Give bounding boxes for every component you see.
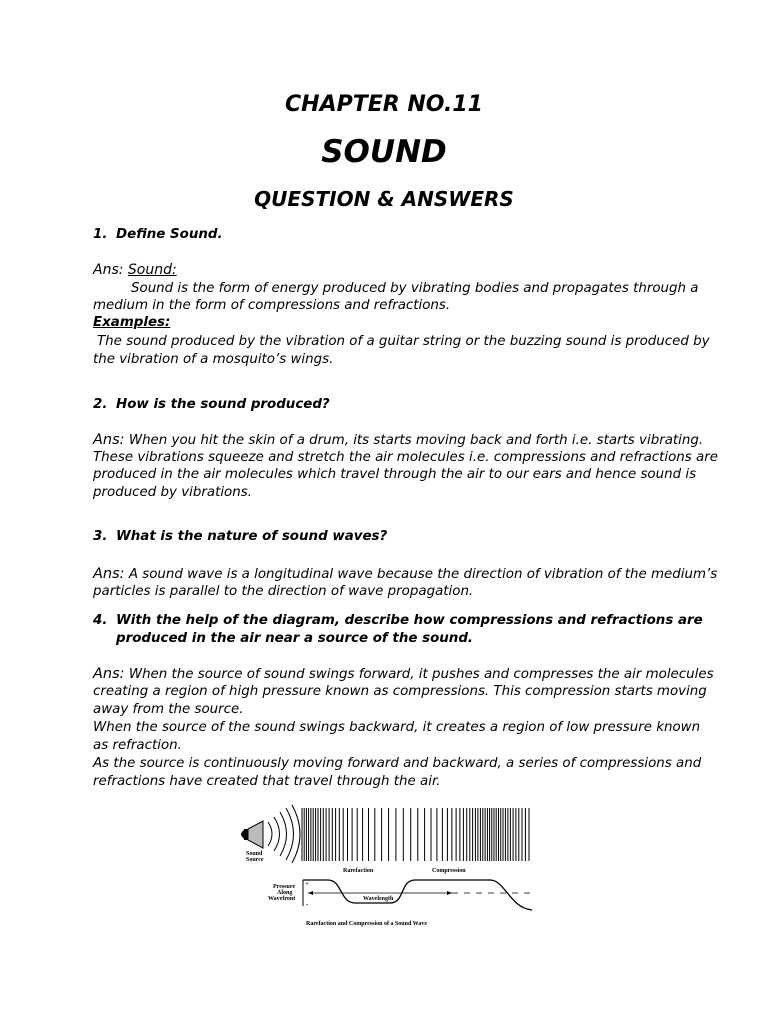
question-text-line-2: produced in the air near a source of the sound. [116, 631, 474, 646]
chapter-heading: CHAPTER NO.11 [285, 92, 483, 117]
question-number: 2. [93, 397, 108, 412]
answer-3-line-2: particles is parallel to the direction of wave propagation. [93, 584, 474, 599]
answer-4-line-3: away from the source. [93, 702, 244, 717]
example-line-1: The sound produced by the vibration of a guitar string or the buzzing sound is produced by [97, 334, 710, 349]
answer-4-line-1 [93, 666, 714, 682]
source-label-1: Sound [246, 851, 263, 857]
question-text: Define Sound. [116, 227, 223, 242]
answer-label: Ans: [93, 432, 125, 448]
question-text: What is the nature of sound waves? [116, 529, 388, 544]
sound-wave-diagram [230, 800, 540, 935]
answer-1-line-2: medium in the form of compressions and refractions. [93, 298, 451, 313]
answer-label: Ans: [93, 666, 125, 682]
question-number: 4. [93, 613, 108, 628]
answer-4-line-4: When the source of the sound swings backward, it creates a region of low pressure known [93, 720, 701, 735]
wavelength-label: Wavelength [363, 896, 394, 902]
diagram-caption: Rarefaction and Compression of a Sound Wave [306, 921, 428, 927]
arrow-left-head [308, 891, 313, 895]
answer-label: Ans: [93, 262, 124, 278]
pressure-wave-curve [303, 880, 532, 910]
answer-2-line-3: produced in the air molecules which travel through the air to our ears and hence sound is [93, 467, 697, 482]
compression-rarefaction-lines [302, 808, 529, 861]
answer-4-line-2: creating a region of high pressure known as compressions. This compression starts moving [93, 684, 707, 699]
answer-4-line-7: refractions have created that travel through the air. [93, 774, 441, 789]
section-subtitle: QUESTION & ANSWERS [254, 187, 514, 211]
answer-2-line-2: These vibrations squeeze and stretch the air molecules i.e. compressions and refractions are [93, 450, 718, 465]
answer-text: A sound wave is a longitudinal wave because the direction of vibration of the medium’s [128, 567, 718, 582]
question-number: 1. [93, 227, 108, 242]
plus-sign: + [305, 880, 309, 888]
answer-4-line-5: as refraction. [93, 738, 182, 753]
example-line-2: the vibration of a mosquito’s wings. [93, 352, 334, 367]
pressure-label-1: Pressure [273, 884, 296, 890]
source-label-2: Source [246, 857, 264, 863]
pressure-label-3: Wavefront [268, 896, 296, 902]
question-text: How is the sound produced? [116, 397, 330, 412]
pressure-label-2: Along [277, 890, 293, 896]
answer-text: When you hit the skin of a drum, its starts moving back and forth i.e. starts vibrating. [128, 433, 704, 448]
answer-2-line-1 [93, 432, 703, 448]
answer-3-line-1 [93, 566, 717, 582]
question-text-line-1: With the help of the diagram, describe how compressions and refractions are [116, 613, 703, 628]
question-number: 3. [93, 529, 108, 544]
sound-source-speaker-icon [241, 821, 263, 848]
compression-label: Compression [432, 868, 466, 874]
rarefaction-label: Rarefaction [343, 868, 374, 874]
answer-4-line-6: As the source is continuously moving forward and backward, a series of compressions and [93, 756, 702, 771]
arrow-right-head [447, 891, 452, 895]
answer-2-line-4: produced by vibrations. [93, 485, 252, 500]
examples-label: Examples: [93, 315, 171, 330]
sound-wavefront-arcs [268, 805, 300, 863]
answer-label: Ans: [93, 566, 125, 582]
minus-sign: - [306, 900, 309, 908]
answer-1-line-1: Sound is the form of energy produced by vibrating bodies and propagates through a [131, 281, 699, 296]
term-label: Sound: [127, 262, 177, 278]
page-title: SOUND [321, 134, 447, 170]
answer-1-heading [93, 262, 177, 278]
answer-text: When the source of sound swings forward, it pushes and compresses the air molecules [128, 667, 714, 682]
